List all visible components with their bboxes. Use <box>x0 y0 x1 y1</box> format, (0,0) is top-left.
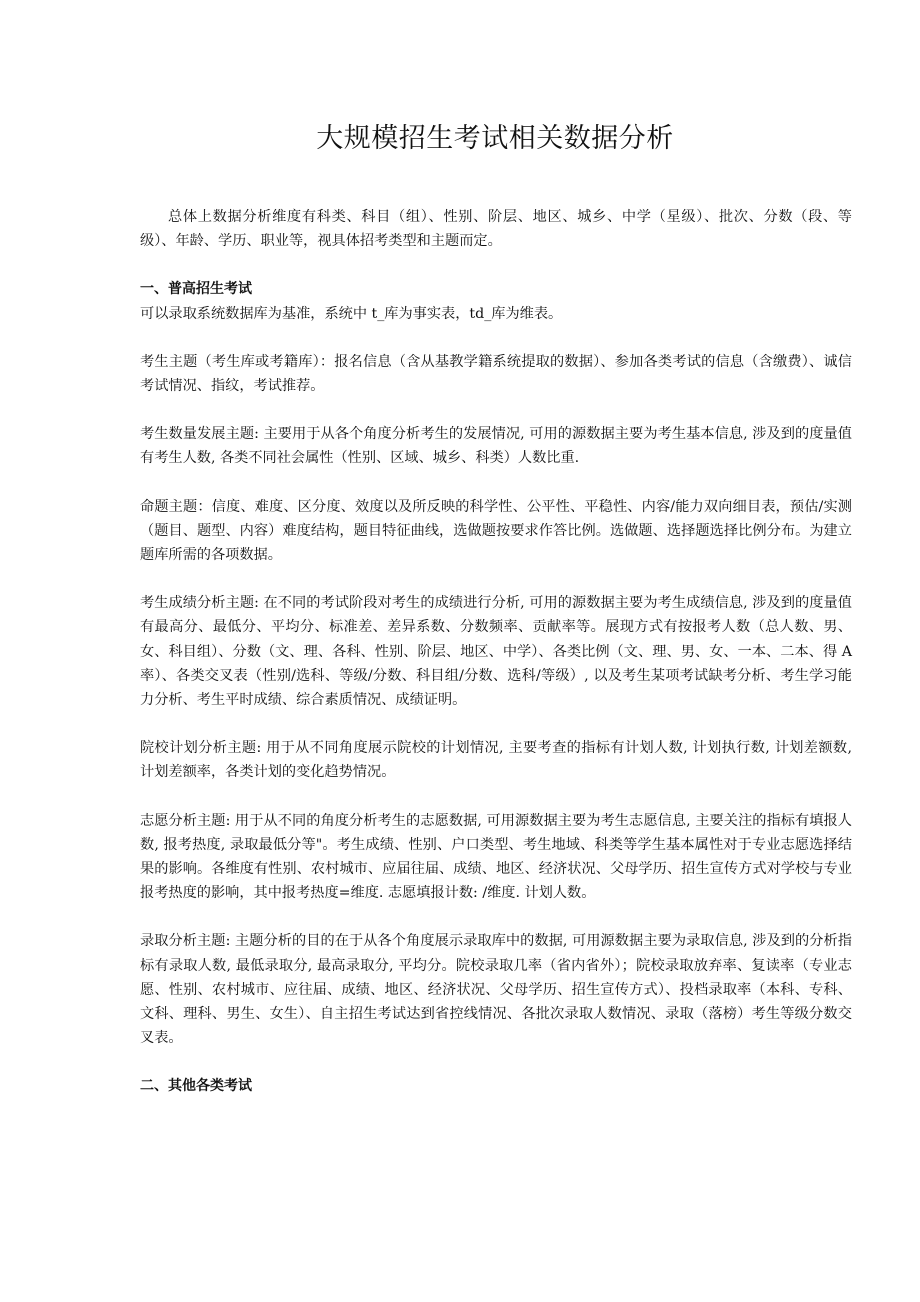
paragraph-application-theme: 志愿分析主题: 用于从不同的角度分析考生的志愿数据, 可用源数据主要为考生志愿信息, 主要关注的指标有填报人数, 报考热度, 录取最低分等"。考生成绩、性别、户口类型、考生地域、科类等学生基本属性对于专业志愿选择结果的影响。各维度有性别、农村城市、应届往届、成绩、地区、经济状况、父母学历、招生宣传方式对学校与专业报考热度的影响，其中报考热度=维度. 志愿填报计数: /维度. 计划人数。 <box>140 812 852 902</box>
paragraph-score-analysis-theme: 考生成绩分析主题: 在不同的考试阶段对考生的成绩进行分析, 可用的源数据主要为考生成绩信息, 涉及到的度量值有最高分、最低分、平均分、标准差、差异系数、分数频率、贡献率等。展现方式有按报考人数（总人数、男、女、科目组）、分数（文、理、各科、性别、阶层、地区、中学）、各类比例（文、理、男、女、一本、二本、得 A 率）、各类交叉表（性别/选科、等级/分数、科目组/分数、选科/等级）, 以及考生某项考试缺考分析、考生学习能力分析、考生平时成绩、综合素质情况、成绩证明。 <box>140 595 852 709</box>
intro-paragraph: 总体上数据分析维度有科类、科目（组）、性别、阶层、地区、城乡、中学（星级）、批次、分数（段、等级）、年龄、学历、职业等，视具体招考类型和主题而定。 <box>140 209 852 250</box>
paragraph-candidate-count-theme: 考生数量发展主题: 主要用于从各个角度分析考生的发展情况, 可用的源数据主要为考生基本信息, 涉及到的度量值有考生人数, 各类不同社会属性（性别、区域、城乡、科类）人数比重. <box>140 426 852 467</box>
section-heading-other-exams: 二、其他各类考试 <box>140 1078 252 1095</box>
section-heading-general-high-school: 一、普高招生考试 <box>140 281 252 298</box>
document-title: 大规模招生考试相关数据分析 <box>316 123 674 154</box>
paragraph-admission-theme: 录取分析主题: 主题分析的目的在于从各个角度展示录取库中的数据, 可用源数据主要为录取信息, 涉及到的分析指标有录取人数, 最低录取分, 最高录取分, 平均分。院校录取几率（省内省外）；院校录取放弃率、复读率（专业志愿、性别、农村城市、应往届、成绩、地区、经济状况、父母学历、招生宣传方式）、投档录取率（本科、专科、文科、理科、男生、女生）、自主招生考试达到省控线情况、各批次录取人数情况、录取（落榜）考生等级分数交叉表。 <box>140 933 852 1047</box>
paragraph-college-plan-theme: 院校计划分析主题: 用于从不同角度展示院校的计划情况, 主要考查的指标有计划人数, 计划执行数, 计划差额数, 计划差额率，各类计划的变化趋势情况。 <box>140 740 852 781</box>
paragraph-candidate-theme: 考生主题（考生库或考籍库）：报名信息（含从基教学籍系统提取的数据）、参加各类考试的信息（含缴费）、诚信考试情况、指纹，考试推荐。 <box>140 353 852 395</box>
section-note-database: 可以录取系统数据库为基准，系统中 t_库为事实表，td_库为维表。 <box>140 305 563 322</box>
paragraph-proposition-theme: 命题主题：信度、难度、区分度、效度以及所反映的科学性、公平性、平稳性、内容/能力双向细目表，预估/实测（题目、题型、内容）难度结构，题目特征曲线，选做题按要求作答比例。选做题、选择题选择比例分布。为建立题库所需的各项数据。 <box>140 498 852 564</box>
document-body <box>140 205 852 1099</box>
